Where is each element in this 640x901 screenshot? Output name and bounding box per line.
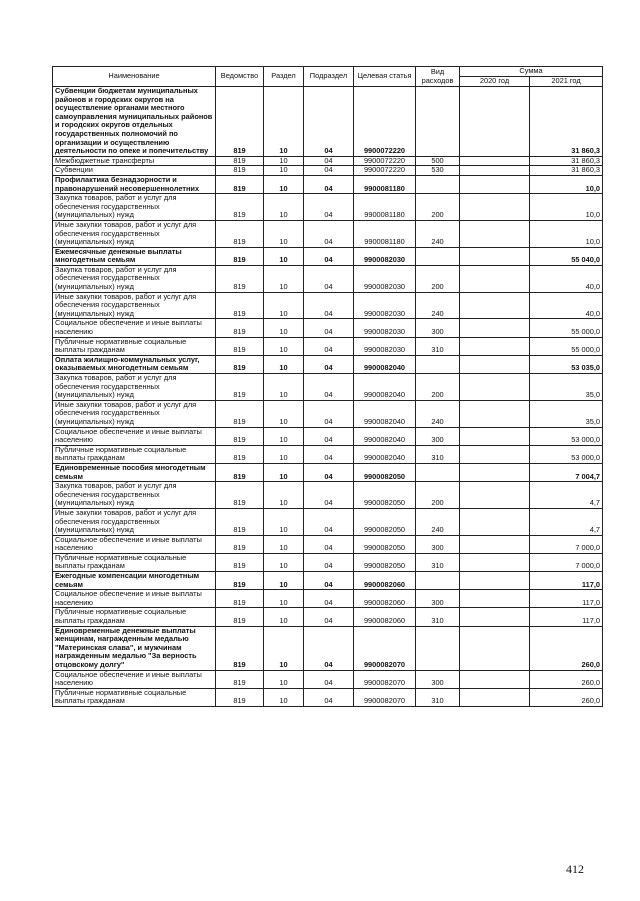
table-row — [53, 553, 603, 571]
cell-razdel: 10 — [264, 194, 304, 221]
cell-s2020 — [460, 535, 530, 553]
cell-s2021: 260,0 — [530, 626, 603, 670]
cell-statya: 9900082040 — [354, 427, 416, 445]
cell-statya: 9900082070 — [354, 670, 416, 688]
cell-s2021: 117,0 — [530, 608, 603, 626]
table-row — [53, 374, 603, 401]
cell-name: Иные закупки товаров, работ и услуг для обеспечения государственных (муниципальных) нужд — [53, 292, 216, 319]
cell-s2021: 4,7 — [530, 508, 603, 535]
cell-s2020 — [460, 292, 530, 319]
cell-s2020 — [460, 463, 530, 481]
cell-s2020 — [460, 688, 530, 706]
cell-razdel: 10 — [264, 463, 304, 481]
cell-name: Закупка товаров, работ и услуг для обеспечения государственных (муниципальных) нужд — [53, 265, 216, 292]
cell-razdel: 10 — [264, 670, 304, 688]
cell-statya: 9900072220 — [354, 166, 416, 176]
cell-ved: 819 — [216, 608, 264, 626]
table-row — [53, 608, 603, 626]
cell-s2021: 40,0 — [530, 292, 603, 319]
cell-statya: 9900082030 — [354, 319, 416, 337]
cell-razdel: 10 — [264, 166, 304, 176]
cell-podr: 04 — [304, 688, 354, 706]
cell-name: Иные закупки товаров, работ и услуг для обеспечения государственных (муниципальных) нужд — [53, 400, 216, 427]
cell-vid: 240 — [416, 508, 460, 535]
cell-podr: 04 — [304, 166, 354, 176]
cell-s2021: 10,0 — [530, 220, 603, 247]
cell-name: Публичные нормативные социальные выплаты гражданам — [53, 608, 216, 626]
cell-s2021: 53 035,0 — [530, 355, 603, 373]
cell-podr: 04 — [304, 292, 354, 319]
cell-ved: 819 — [216, 355, 264, 373]
cell-s2020 — [460, 175, 530, 193]
cell-razdel: 10 — [264, 87, 304, 157]
table-row — [53, 572, 603, 590]
cell-name: Публичные нормативные социальные выплаты гражданам — [53, 688, 216, 706]
table-row — [53, 482, 603, 509]
cell-razdel: 10 — [264, 175, 304, 193]
cell-ved: 819 — [216, 220, 264, 247]
cell-name: Ежемесячные денежные выплаты многодетным семьям — [53, 247, 216, 265]
cell-vid — [416, 572, 460, 590]
cell-ved: 819 — [216, 482, 264, 509]
cell-statya: 9900082070 — [354, 688, 416, 706]
cell-ved: 819 — [216, 670, 264, 688]
cell-statya: 9900082030 — [354, 247, 416, 265]
table-row — [53, 590, 603, 608]
cell-name: Профилактика безнадзорности и правонарушений несовершеннолетних — [53, 175, 216, 193]
cell-podr: 04 — [304, 247, 354, 265]
cell-s2020 — [460, 87, 530, 157]
cell-statya: 9900082030 — [354, 265, 416, 292]
table-row — [53, 688, 603, 706]
cell-podr: 04 — [304, 445, 354, 463]
cell-s2021: 31 860,3 — [530, 87, 603, 157]
cell-name: Оплата жилищно-коммунальных услуг, оказываемых многодетным семьям — [53, 355, 216, 373]
header-podrazdel: Подраздел — [304, 67, 354, 87]
cell-statya: 9900082040 — [354, 374, 416, 401]
cell-s2020 — [460, 482, 530, 509]
cell-s2020 — [460, 265, 530, 292]
cell-name: Закупка товаров, работ и услуг для обеспечения государственных (муниципальных) нужд — [53, 482, 216, 509]
table-row — [53, 445, 603, 463]
table-body — [53, 87, 603, 707]
cell-razdel: 10 — [264, 337, 304, 355]
table-row — [53, 463, 603, 481]
cell-s2020 — [460, 445, 530, 463]
cell-ved: 819 — [216, 166, 264, 176]
cell-name: Социальное обеспечение и иные выплаты населению — [53, 670, 216, 688]
cell-s2020 — [460, 220, 530, 247]
cell-ved: 819 — [216, 508, 264, 535]
cell-razdel: 10 — [264, 608, 304, 626]
table-row — [53, 194, 603, 221]
cell-name: Субвенции бюджетам муниципальных районов и городских округов на осуществление органами местного самоуправления муниципальных районов и городских округов отдельных государственных полномочий по организации и осуществлению деятельности по опеке и попечительству — [53, 87, 216, 157]
cell-razdel: 10 — [264, 247, 304, 265]
table-row — [53, 508, 603, 535]
cell-razdel: 10 — [264, 688, 304, 706]
cell-s2021: 31 860,3 — [530, 166, 603, 176]
cell-s2020 — [460, 319, 530, 337]
cell-podr: 04 — [304, 427, 354, 445]
cell-ved: 819 — [216, 194, 264, 221]
cell-statya: 9900082030 — [354, 337, 416, 355]
cell-podr: 04 — [304, 265, 354, 292]
cell-s2020 — [460, 608, 530, 626]
cell-s2020 — [460, 166, 530, 176]
cell-statya: 9900081180 — [354, 175, 416, 193]
cell-razdel: 10 — [264, 535, 304, 553]
cell-s2020 — [460, 590, 530, 608]
table-row — [53, 535, 603, 553]
cell-vid: 310 — [416, 688, 460, 706]
cell-razdel: 10 — [264, 292, 304, 319]
table-row — [53, 220, 603, 247]
page-number: 412 — [566, 862, 584, 876]
cell-name: Единовременные денежные выплаты женщинам, награжденным медалью "Материнская слава", и мужчинам награжденным медалью "За верность отцовскому долгу" — [53, 626, 216, 670]
cell-s2021: 35,0 — [530, 374, 603, 401]
cell-statya: 9900072220 — [354, 156, 416, 166]
cell-s2020 — [460, 508, 530, 535]
header-vedomstvo: Ведомство — [216, 67, 264, 87]
table-row — [53, 355, 603, 373]
cell-name: Ежегодные компенсации многодетным семьям — [53, 572, 216, 590]
table-row — [53, 265, 603, 292]
cell-razdel: 10 — [264, 445, 304, 463]
cell-s2021: 7 000,0 — [530, 535, 603, 553]
cell-s2020 — [460, 247, 530, 265]
cell-razdel: 10 — [264, 374, 304, 401]
cell-s2021: 260,0 — [530, 688, 603, 706]
cell-s2021: 10,0 — [530, 175, 603, 193]
header-name: Наименование — [53, 67, 216, 87]
cell-razdel: 10 — [264, 626, 304, 670]
cell-podr: 04 — [304, 337, 354, 355]
cell-vid: 300 — [416, 670, 460, 688]
cell-podr: 04 — [304, 220, 354, 247]
cell-razdel: 10 — [264, 572, 304, 590]
cell-vid: 530 — [416, 166, 460, 176]
cell-ved: 819 — [216, 590, 264, 608]
cell-vid — [416, 463, 460, 481]
cell-podr: 04 — [304, 626, 354, 670]
cell-name: Единовременные пособия многодетным семьям — [53, 463, 216, 481]
cell-name: Закупка товаров, работ и услуг для обеспечения государственных (муниципальных) нужд — [53, 194, 216, 221]
cell-ved: 819 — [216, 319, 264, 337]
cell-statya: 9900072220 — [354, 87, 416, 157]
cell-podr: 04 — [304, 508, 354, 535]
table-row — [53, 166, 603, 176]
cell-statya: 9900082040 — [354, 355, 416, 373]
cell-s2021: 53 000,0 — [530, 427, 603, 445]
cell-s2021: 117,0 — [530, 572, 603, 590]
cell-s2020 — [460, 626, 530, 670]
cell-statya: 9900082040 — [354, 400, 416, 427]
cell-s2020 — [460, 427, 530, 445]
cell-s2020 — [460, 374, 530, 401]
cell-vid — [416, 355, 460, 373]
cell-vid: 200 — [416, 374, 460, 401]
cell-razdel: 10 — [264, 482, 304, 509]
cell-ved: 819 — [216, 337, 264, 355]
cell-s2021: 117,0 — [530, 590, 603, 608]
cell-vid: 300 — [416, 427, 460, 445]
cell-razdel: 10 — [264, 427, 304, 445]
cell-name: Иные закупки товаров, работ и услуг для обеспечения государственных (муниципальных) нужд — [53, 220, 216, 247]
cell-podr: 04 — [304, 319, 354, 337]
cell-statya: 9900081180 — [354, 194, 416, 221]
cell-vid: 310 — [416, 608, 460, 626]
cell-statya: 9900082060 — [354, 590, 416, 608]
cell-podr: 04 — [304, 463, 354, 481]
header-vid: Вид расходов — [416, 67, 460, 87]
cell-podr: 04 — [304, 156, 354, 166]
cell-podr: 04 — [304, 175, 354, 193]
cell-vid — [416, 87, 460, 157]
cell-ved: 819 — [216, 87, 264, 157]
budget-table — [52, 66, 603, 707]
cell-s2021: 53 000,0 — [530, 445, 603, 463]
cell-name: Субвенции — [53, 166, 216, 176]
cell-s2021: 55 040,0 — [530, 247, 603, 265]
cell-vid: 240 — [416, 220, 460, 247]
cell-s2020 — [460, 194, 530, 221]
cell-podr: 04 — [304, 87, 354, 157]
cell-s2021: 55 000,0 — [530, 319, 603, 337]
cell-s2020 — [460, 553, 530, 571]
cell-podr: 04 — [304, 572, 354, 590]
cell-s2020 — [460, 400, 530, 427]
cell-s2021: 35,0 — [530, 400, 603, 427]
cell-ved: 819 — [216, 535, 264, 553]
cell-razdel: 10 — [264, 319, 304, 337]
cell-name: Иные закупки товаров, работ и услуг для обеспечения государственных (муниципальных) нужд — [53, 508, 216, 535]
cell-s2021: 10,0 — [530, 194, 603, 221]
cell-name: Социальное обеспечение и иные выплаты населению — [53, 427, 216, 445]
cell-vid: 200 — [416, 194, 460, 221]
table-row — [53, 247, 603, 265]
cell-ved: 819 — [216, 175, 264, 193]
cell-ved: 819 — [216, 626, 264, 670]
header-summa: Сумма — [460, 67, 603, 77]
cell-vid: 240 — [416, 400, 460, 427]
cell-s2020 — [460, 572, 530, 590]
cell-s2021: 7 004,7 — [530, 463, 603, 481]
cell-name: Закупка товаров, работ и услуг для обеспечения государственных (муниципальных) нужд — [53, 374, 216, 401]
cell-vid: 310 — [416, 445, 460, 463]
cell-podr: 04 — [304, 608, 354, 626]
cell-name: Межбюджетные трансферты — [53, 156, 216, 166]
cell-podr: 04 — [304, 374, 354, 401]
cell-ved: 819 — [216, 400, 264, 427]
cell-razdel: 10 — [264, 553, 304, 571]
cell-name: Публичные нормативные социальные выплаты гражданам — [53, 337, 216, 355]
cell-razdel: 10 — [264, 508, 304, 535]
table-row — [53, 337, 603, 355]
cell-s2021: 40,0 — [530, 265, 603, 292]
cell-razdel: 10 — [264, 156, 304, 166]
cell-podr: 04 — [304, 400, 354, 427]
header-statya: Целевая статья — [354, 67, 416, 87]
cell-statya: 9900082030 — [354, 292, 416, 319]
cell-name: Социальное обеспечение и иные выплаты населению — [53, 535, 216, 553]
table-row — [53, 175, 603, 193]
cell-ved: 819 — [216, 265, 264, 292]
cell-statya: 9900082050 — [354, 482, 416, 509]
table-row — [53, 87, 603, 157]
cell-podr: 04 — [304, 590, 354, 608]
cell-statya: 9900081180 — [354, 220, 416, 247]
cell-s2020 — [460, 156, 530, 166]
cell-s2020 — [460, 670, 530, 688]
cell-vid: 200 — [416, 482, 460, 509]
cell-ved: 819 — [216, 572, 264, 590]
cell-ved: 819 — [216, 156, 264, 166]
cell-vid: 300 — [416, 535, 460, 553]
cell-vid: 300 — [416, 319, 460, 337]
table-row — [53, 319, 603, 337]
cell-statya: 9900082050 — [354, 535, 416, 553]
cell-s2021: 31 860,3 — [530, 156, 603, 166]
cell-name: Социальное обеспечение и иные выплаты населению — [53, 590, 216, 608]
cell-statya: 9900082040 — [354, 445, 416, 463]
cell-vid: 500 — [416, 156, 460, 166]
cell-razdel: 10 — [264, 355, 304, 373]
cell-s2021: 55 000,0 — [530, 337, 603, 355]
cell-ved: 819 — [216, 553, 264, 571]
cell-s2021: 7 000,0 — [530, 553, 603, 571]
cell-vid — [416, 626, 460, 670]
cell-vid: 200 — [416, 265, 460, 292]
cell-s2021: 4,7 — [530, 482, 603, 509]
table-row — [53, 400, 603, 427]
cell-vid: 310 — [416, 553, 460, 571]
cell-statya: 9900082070 — [354, 626, 416, 670]
header-2021: 2021 год — [530, 77, 603, 87]
cell-ved: 819 — [216, 374, 264, 401]
cell-ved: 819 — [216, 292, 264, 319]
table-row — [53, 626, 603, 670]
header-razdel: Раздел — [264, 67, 304, 87]
cell-razdel: 10 — [264, 265, 304, 292]
table-row — [53, 427, 603, 445]
cell-podr: 04 — [304, 535, 354, 553]
cell-ved: 819 — [216, 463, 264, 481]
cell-podr: 04 — [304, 194, 354, 221]
cell-vid: 240 — [416, 292, 460, 319]
cell-ved: 819 — [216, 427, 264, 445]
cell-podr: 04 — [304, 482, 354, 509]
cell-name: Публичные нормативные социальные выплаты гражданам — [53, 553, 216, 571]
cell-podr: 04 — [304, 553, 354, 571]
cell-podr: 04 — [304, 670, 354, 688]
cell-statya: 9900082060 — [354, 608, 416, 626]
cell-statya: 9900082060 — [354, 572, 416, 590]
cell-s2020 — [460, 355, 530, 373]
cell-vid — [416, 247, 460, 265]
cell-s2020 — [460, 337, 530, 355]
cell-statya: 9900082050 — [354, 463, 416, 481]
cell-ved: 819 — [216, 445, 264, 463]
cell-ved: 819 — [216, 688, 264, 706]
table-row — [53, 670, 603, 688]
cell-razdel: 10 — [264, 400, 304, 427]
cell-vid: 310 — [416, 337, 460, 355]
header-2020: 2020 год — [460, 77, 530, 87]
table-row — [53, 156, 603, 166]
cell-ved: 819 — [216, 247, 264, 265]
cell-razdel: 10 — [264, 220, 304, 247]
cell-name: Публичные нормативные социальные выплаты гражданам — [53, 445, 216, 463]
cell-razdel: 10 — [264, 590, 304, 608]
cell-name: Социальное обеспечение и иные выплаты населению — [53, 319, 216, 337]
cell-podr: 04 — [304, 355, 354, 373]
table-row — [53, 292, 603, 319]
cell-statya: 9900082050 — [354, 508, 416, 535]
cell-statya: 9900082050 — [354, 553, 416, 571]
cell-vid — [416, 175, 460, 193]
cell-s2021: 260,0 — [530, 670, 603, 688]
cell-vid: 300 — [416, 590, 460, 608]
